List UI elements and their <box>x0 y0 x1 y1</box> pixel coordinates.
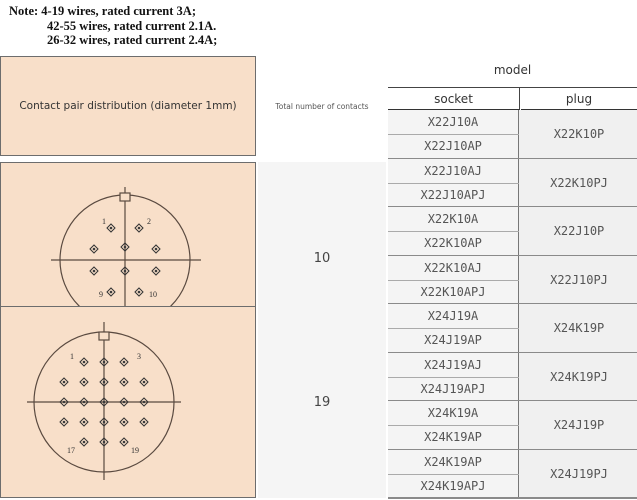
header-socket <box>388 88 520 110</box>
socket-model: X24J19AP <box>388 328 519 352</box>
contact-pin <box>80 378 88 386</box>
header-distribution-label: Contact pair distribution (diameter 1mm) <box>19 100 237 112</box>
socket-model: X22J10AJ <box>388 159 519 183</box>
socket-model: X22J10AP <box>388 134 519 158</box>
contact-pin <box>140 378 148 386</box>
plug-model: X24J19PJ <box>550 466 608 481</box>
row-divider <box>388 134 519 135</box>
contact-pin <box>60 418 68 426</box>
socket-model: X22K10APJ <box>388 280 519 304</box>
note-line-1: Note: 4-19 wires, rated current 3A; <box>9 4 196 18</box>
socket-model: X22K10A <box>388 207 519 231</box>
model-group <box>388 401 637 450</box>
plug-model: X24J19P <box>553 418 605 433</box>
pin-label: 1 <box>70 352 74 361</box>
plug-model: X22K10P <box>553 127 605 142</box>
socket-model: X24K19AP <box>388 450 519 474</box>
contact-pin <box>140 418 148 426</box>
contact-pin <box>60 378 68 386</box>
contact-pin <box>80 438 88 446</box>
model-group <box>388 159 637 208</box>
plug-model: X22J10P <box>553 224 605 239</box>
row-divider <box>388 231 519 232</box>
note-line-2: 42-55 wires, rated current 2.1A. <box>47 18 217 33</box>
socket-model: X22J10APJ <box>388 183 519 207</box>
socket-model: X24J19A <box>388 304 519 328</box>
socket-model: X22K10AP <box>388 231 519 255</box>
header-plug-label: plug <box>565 91 593 106</box>
group-divider <box>388 497 637 499</box>
socket-model: X24K19AP <box>388 425 519 449</box>
pin-label: 3 <box>137 352 141 361</box>
socket-model: X22J10A <box>388 110 519 134</box>
model-group <box>388 450 637 499</box>
model-grid <box>388 110 637 498</box>
header-socket-label: socket <box>434 91 473 106</box>
plug-model: X24K19PJ <box>550 369 608 384</box>
note <box>9 4 309 48</box>
contact-pin <box>120 378 128 386</box>
contact-pin <box>80 358 88 366</box>
pin-label: 19 <box>131 446 139 455</box>
row-divider <box>388 280 519 281</box>
contact-pin <box>120 358 128 366</box>
socket-model: X24K19APJ <box>388 474 519 498</box>
row-divider <box>388 474 519 475</box>
note-line-3: 26-32 wires, rated current 2.4A; <box>47 33 218 47</box>
contact-pin <box>120 418 128 426</box>
plug-model: X24K19P <box>553 321 605 336</box>
row-divider <box>388 183 519 184</box>
row-divider <box>388 377 519 378</box>
row-divider <box>388 425 519 426</box>
socket-model: X24K19A <box>388 401 519 425</box>
socket-model: X22K10AJ <box>388 256 519 280</box>
pin-label: 2 <box>147 217 151 226</box>
total-contacts-19 <box>258 306 386 498</box>
plug-model: X22K10PJ <box>550 175 608 190</box>
pin-label: 17 <box>67 446 75 455</box>
header-total-label: Total number of contacts <box>275 101 369 111</box>
model-group <box>388 304 637 353</box>
model-group <box>388 256 637 305</box>
socket-model: X24J19AJ <box>388 353 519 377</box>
header-plug <box>521 88 637 110</box>
diagram-19-contacts <box>0 306 256 498</box>
connector-19-diagram <box>1 307 255 497</box>
pin-label: 9 <box>99 290 103 299</box>
plug-model: X22J10PJ <box>550 272 608 287</box>
contact-table <box>0 52 637 498</box>
pin-label: 1 <box>102 217 106 226</box>
model-group <box>388 353 637 402</box>
header-model-label: model <box>493 62 532 77</box>
row-divider <box>388 328 519 329</box>
pin-label: 10 <box>149 290 157 299</box>
header-model <box>388 52 637 88</box>
total-value: 10 <box>313 250 331 266</box>
header-total <box>258 56 386 156</box>
socket-model: X24J19APJ <box>388 377 519 401</box>
total-value: 19 <box>313 394 331 410</box>
contact-pin <box>120 438 128 446</box>
model-group <box>388 110 637 159</box>
model-group <box>388 207 637 256</box>
contact-pin <box>80 418 88 426</box>
header-distribution <box>0 56 256 156</box>
